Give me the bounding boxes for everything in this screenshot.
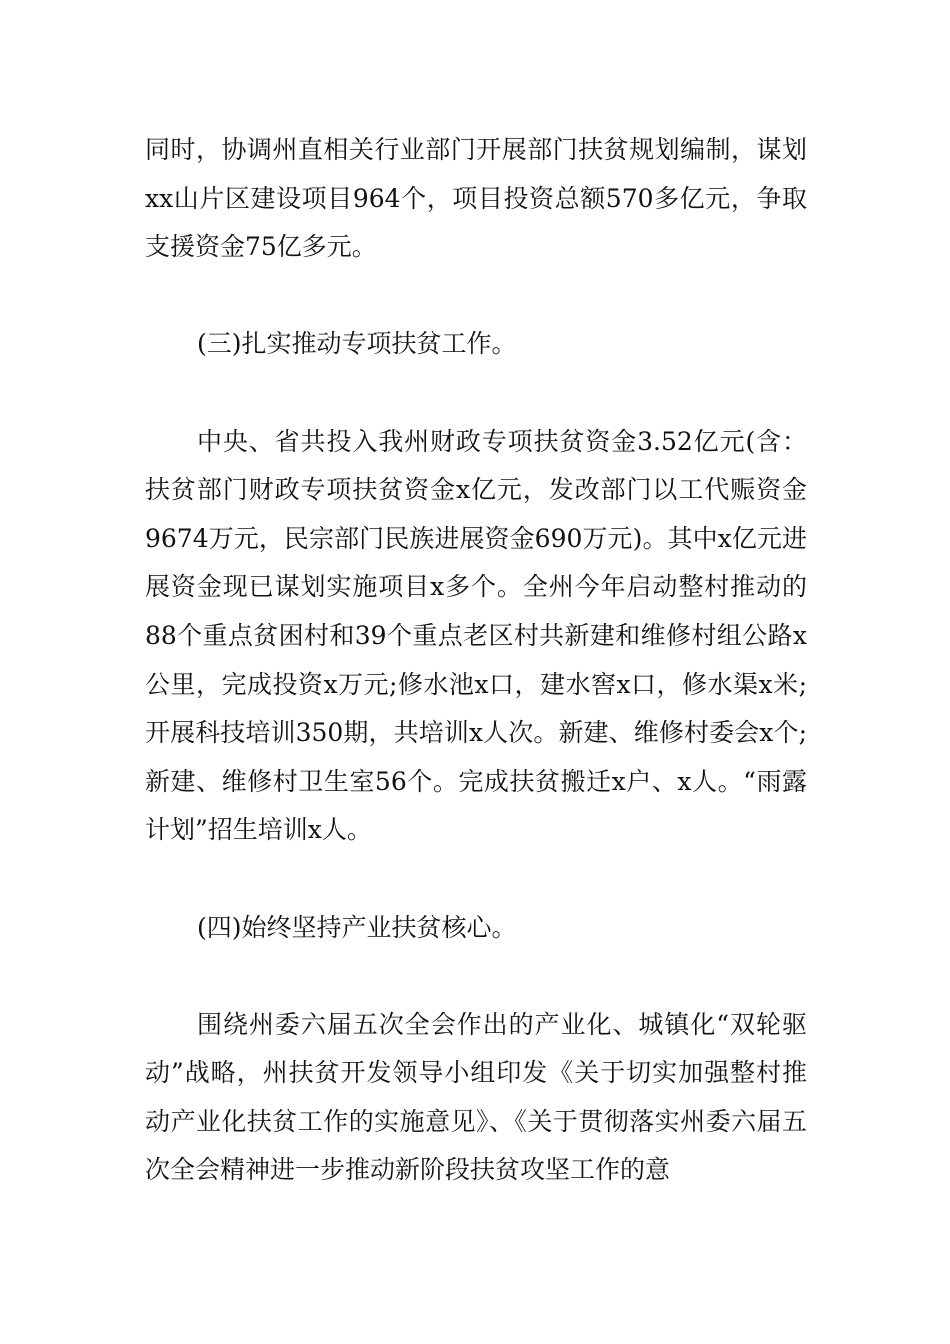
paragraph-gap xyxy=(145,952,807,1001)
section-heading-3: (三)扎实推动专项扶贫工作。 xyxy=(197,329,517,359)
paragraph-gap xyxy=(145,855,807,904)
paragraph-industry: 围绕州委六届五次全会作出的产业化、城镇化“双轮驱动”战略，州扶贫开发领导小组印发《关于切实加强整村推动产业化扶贫工作的实施意见》、《关于贯彻落实州委六届五次全会精神进一步推动新阶段扶贫攻坚工作的意 xyxy=(145,1009,807,1185)
section-heading-4: (四)始终坚持产业扶贫核心。 xyxy=(197,912,517,942)
document-body xyxy=(145,126,807,1195)
paragraph-gap xyxy=(145,369,807,418)
paragraph-special-funds: 中央、省共投入我州财政专项扶贫资金3.52亿元(含：扶贫部门财政专项扶贫资金x亿元，发改部门以工代赈资金9674万元，民宗部门民族进展资金690万元)。其中x亿元进展资金现已谋划实施项目x多个。全州今年启动整村推动的88个重点贫困村和39个重点老区村共新建和维修村组公路x公里，完成投资x万元;修水池x口，建水窖x口，修水渠x米;开展科技培训350期，共培训x人次。新建、维修村委会x个;新建、维修村卫生室56个。完成扶贫搬迁x户、x人。“雨露计划”招生培训x人。 xyxy=(145,426,807,845)
paragraph-intro: 同时，协调州直相关行业部门开展部门扶贫规划编制，谋划xx山片区建设项目964个，项目投资总额570多亿元，争取支援资金75亿多元。 xyxy=(145,135,807,262)
paragraph-gap xyxy=(145,272,807,321)
